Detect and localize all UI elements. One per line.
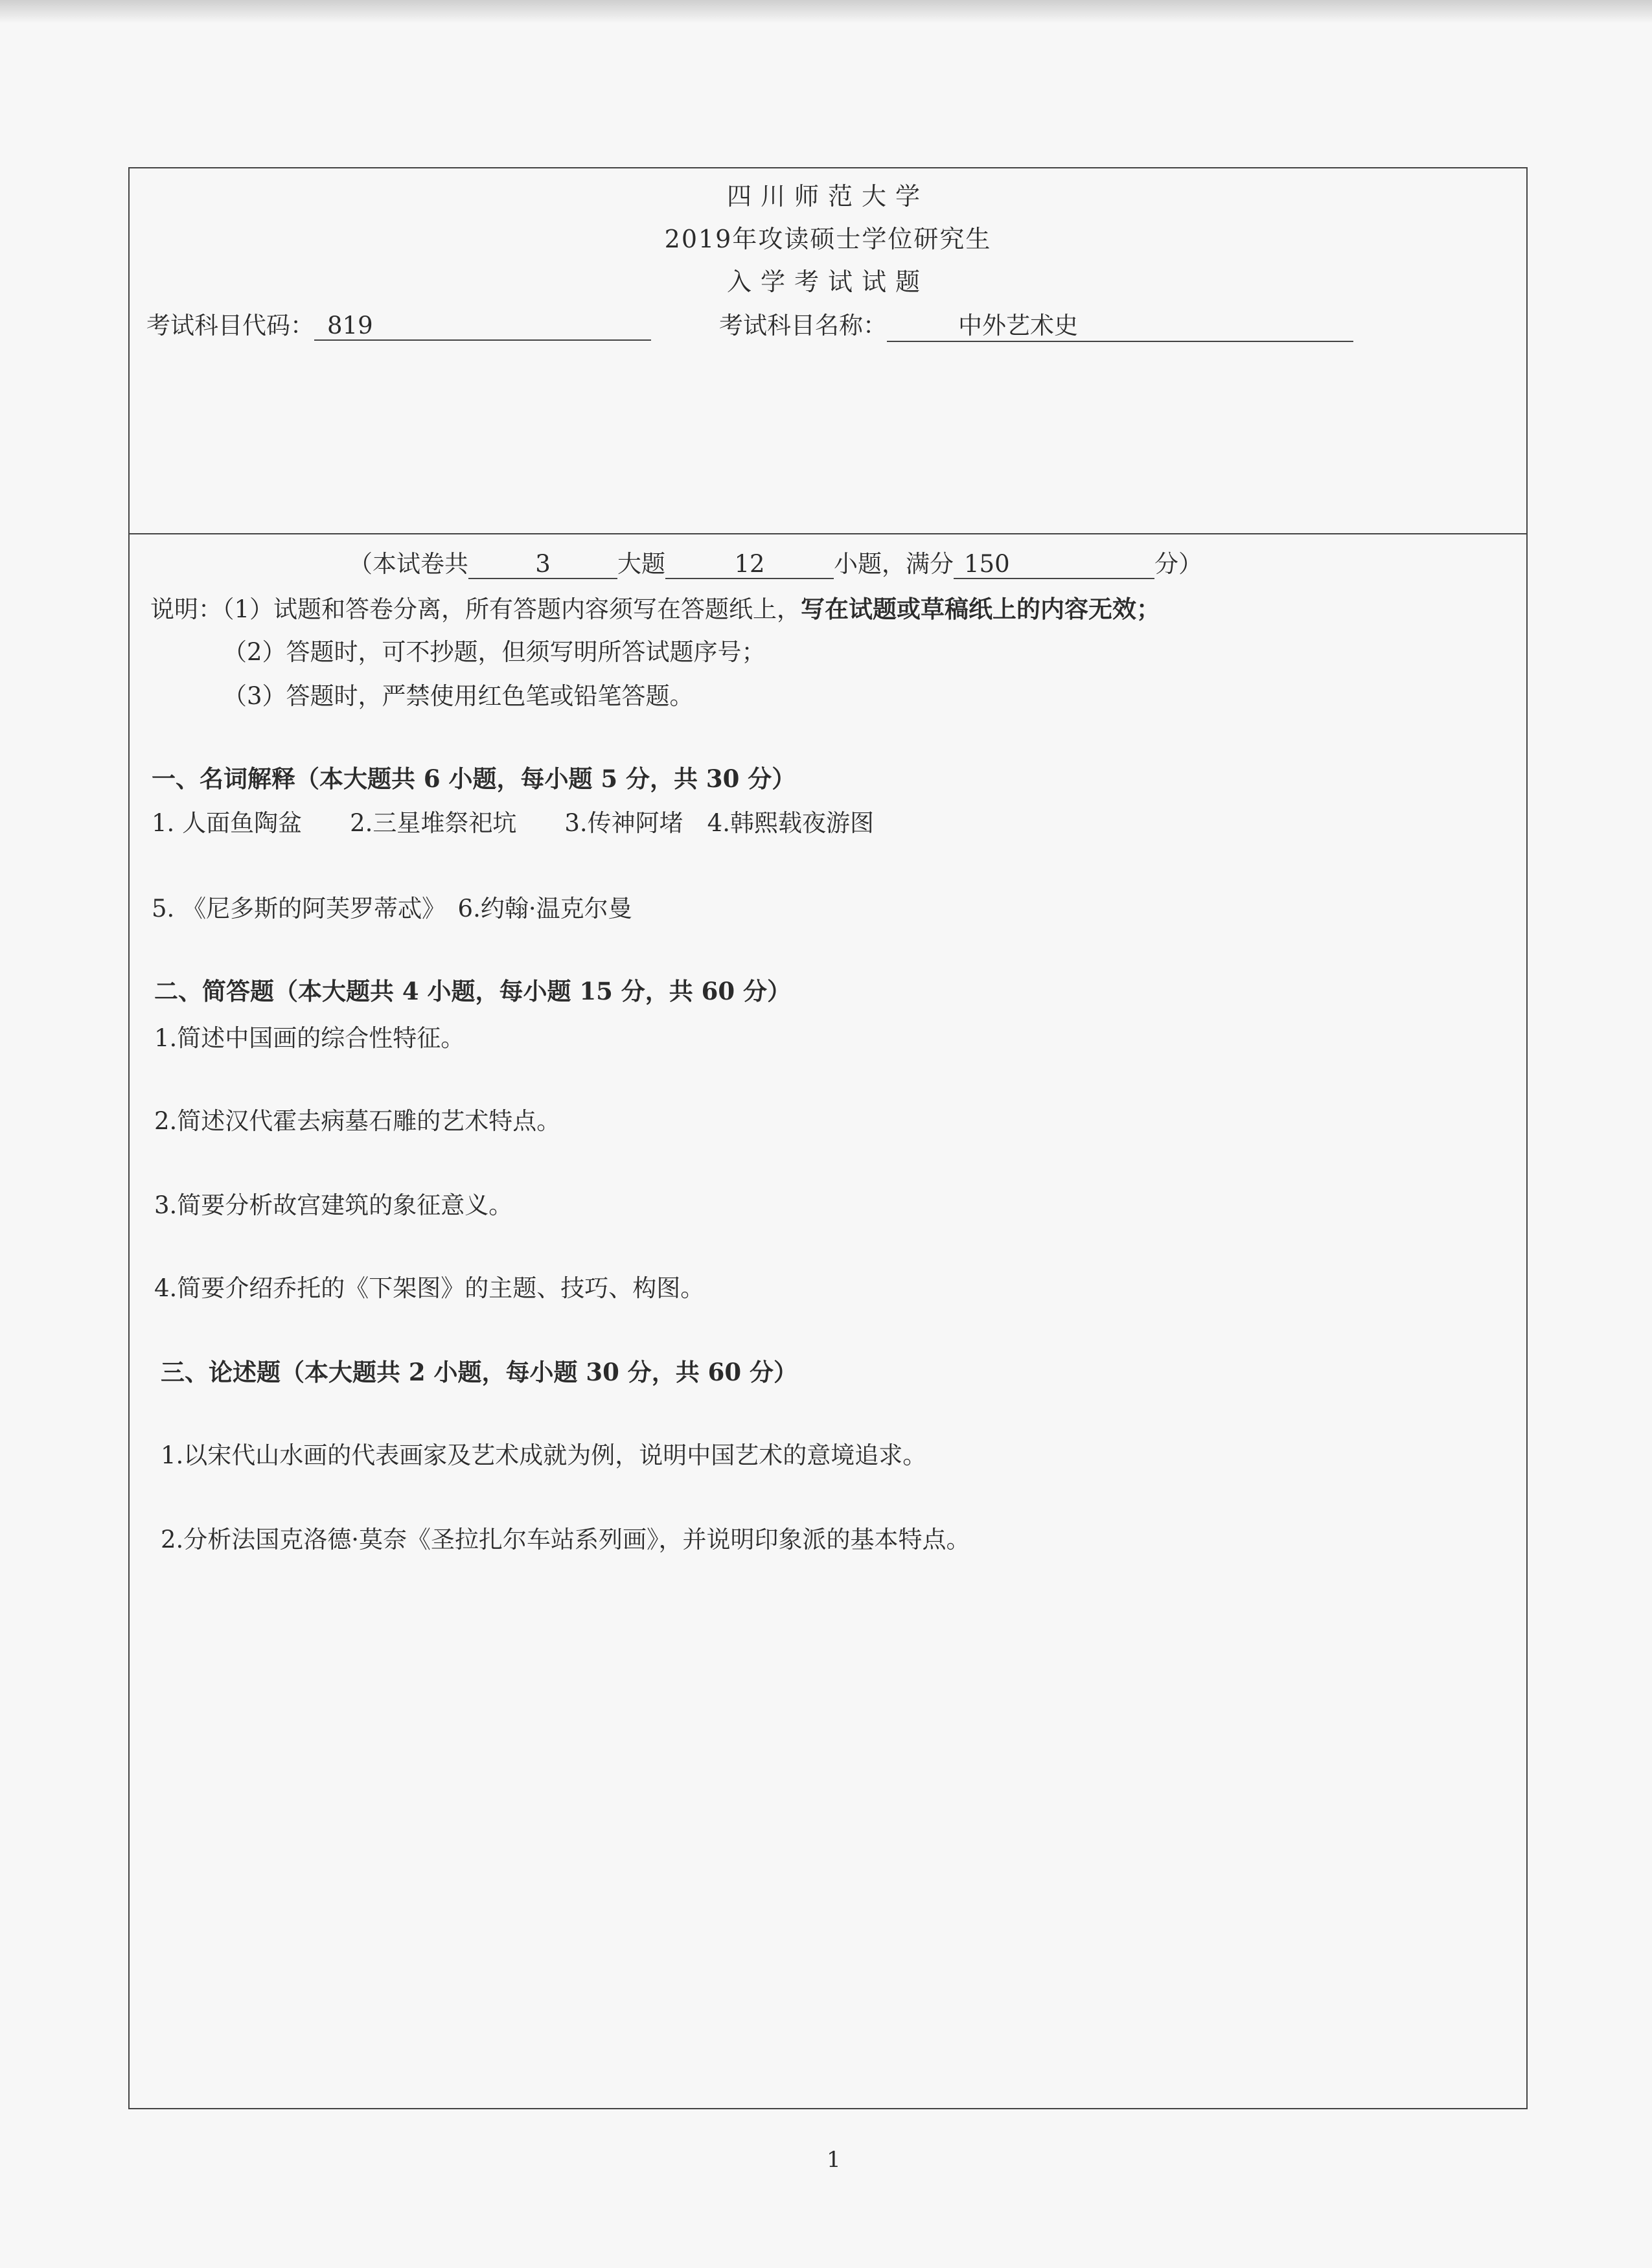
exam-summary [349, 544, 1202, 579]
summary-suffix: 分） [1154, 550, 1202, 578]
paper-edge-shadow [0, 0, 1652, 23]
exam-frame [128, 167, 1528, 2109]
section-3-question-2: 2.分析法国克洛德·莫奈《圣拉扎尔车站系列画》，并说明印象派的基本特点。 [161, 1526, 970, 1553]
summary-sections-label: 大题 [617, 550, 665, 578]
summary-prefix: （本试卷共 [349, 550, 468, 578]
school-name: 四川师范大学 [726, 182, 929, 211]
section-2-heading: 二、简答题（本大题共 4 小题，每小题 15 分，共 60 分） [154, 977, 792, 1005]
section-1-terms-row-2: 5. 《尼多斯的阿芙罗蒂忒》 6.约翰·温克尔曼 [152, 895, 632, 922]
subject-name-row [719, 306, 1353, 342]
subject-code-label: 考试科目代码： [146, 312, 314, 339]
summary-questions-label: 小题，满分 [834, 550, 954, 578]
subject-code-value: 819 [314, 312, 651, 341]
instruction-item-2: （2）答题时，可不抄题，但须写明所答试题序号； [223, 638, 766, 666]
total-score: 150 [954, 550, 1154, 579]
subject-name-label: 考试科目名称： [719, 312, 887, 339]
section-1-heading: 一、名词解释（本大题共 6 小题，每小题 5 分，共 30 分） [152, 764, 796, 793]
instruction-item-3: （3）答题时，严禁使用红色笔或铅笔答题。 [223, 682, 694, 710]
instruction-item-1: （1）试题和答卷分离，所有答题内容须写在答题纸上， [222, 595, 801, 623]
page-number: 1 [827, 2147, 841, 2173]
questions-count: 12 [665, 550, 834, 579]
instruction-line-1 [150, 590, 1160, 624]
subject-name-value: 中外艺术史 [887, 306, 1353, 342]
instructions-label: 说明： [150, 595, 222, 623]
exam-year-title: 2019年攻读硕士学位研究生 [664, 225, 992, 253]
section-2-question-4: 4.简要介绍乔托的《下架图》的主题、技巧、构图。 [154, 1274, 705, 1302]
exam-title: 入学考试试题 [726, 268, 929, 296]
header-divider [128, 533, 1528, 534]
instruction-item-1-emphasis: 写在试题或草稿纸上的内容无效； [801, 595, 1161, 623]
section-2-question-3: 3.简要分析故宫建筑的象征意义。 [154, 1191, 513, 1219]
section-1-terms-row-1: 1. 人面鱼陶盆 2.三星堆祭祀坑 3.传神阿堵 4.韩熙载夜游图 [152, 809, 874, 837]
sections-count: 3 [468, 550, 617, 579]
subject-code-row [146, 306, 651, 341]
section-2-question-1: 1.简述中国画的综合性特征。 [154, 1024, 465, 1052]
section-2-question-2: 2.简述汉代霍去病墓石雕的艺术特点。 [154, 1107, 561, 1135]
section-3-question-1: 1.以宋代山水画的代表画家及艺术成就为例，说明中国艺术的意境追求。 [161, 1441, 927, 1469]
section-3-heading: 三、论述题（本大题共 2 小题，每小题 30 分，共 60 分） [161, 1358, 798, 1386]
